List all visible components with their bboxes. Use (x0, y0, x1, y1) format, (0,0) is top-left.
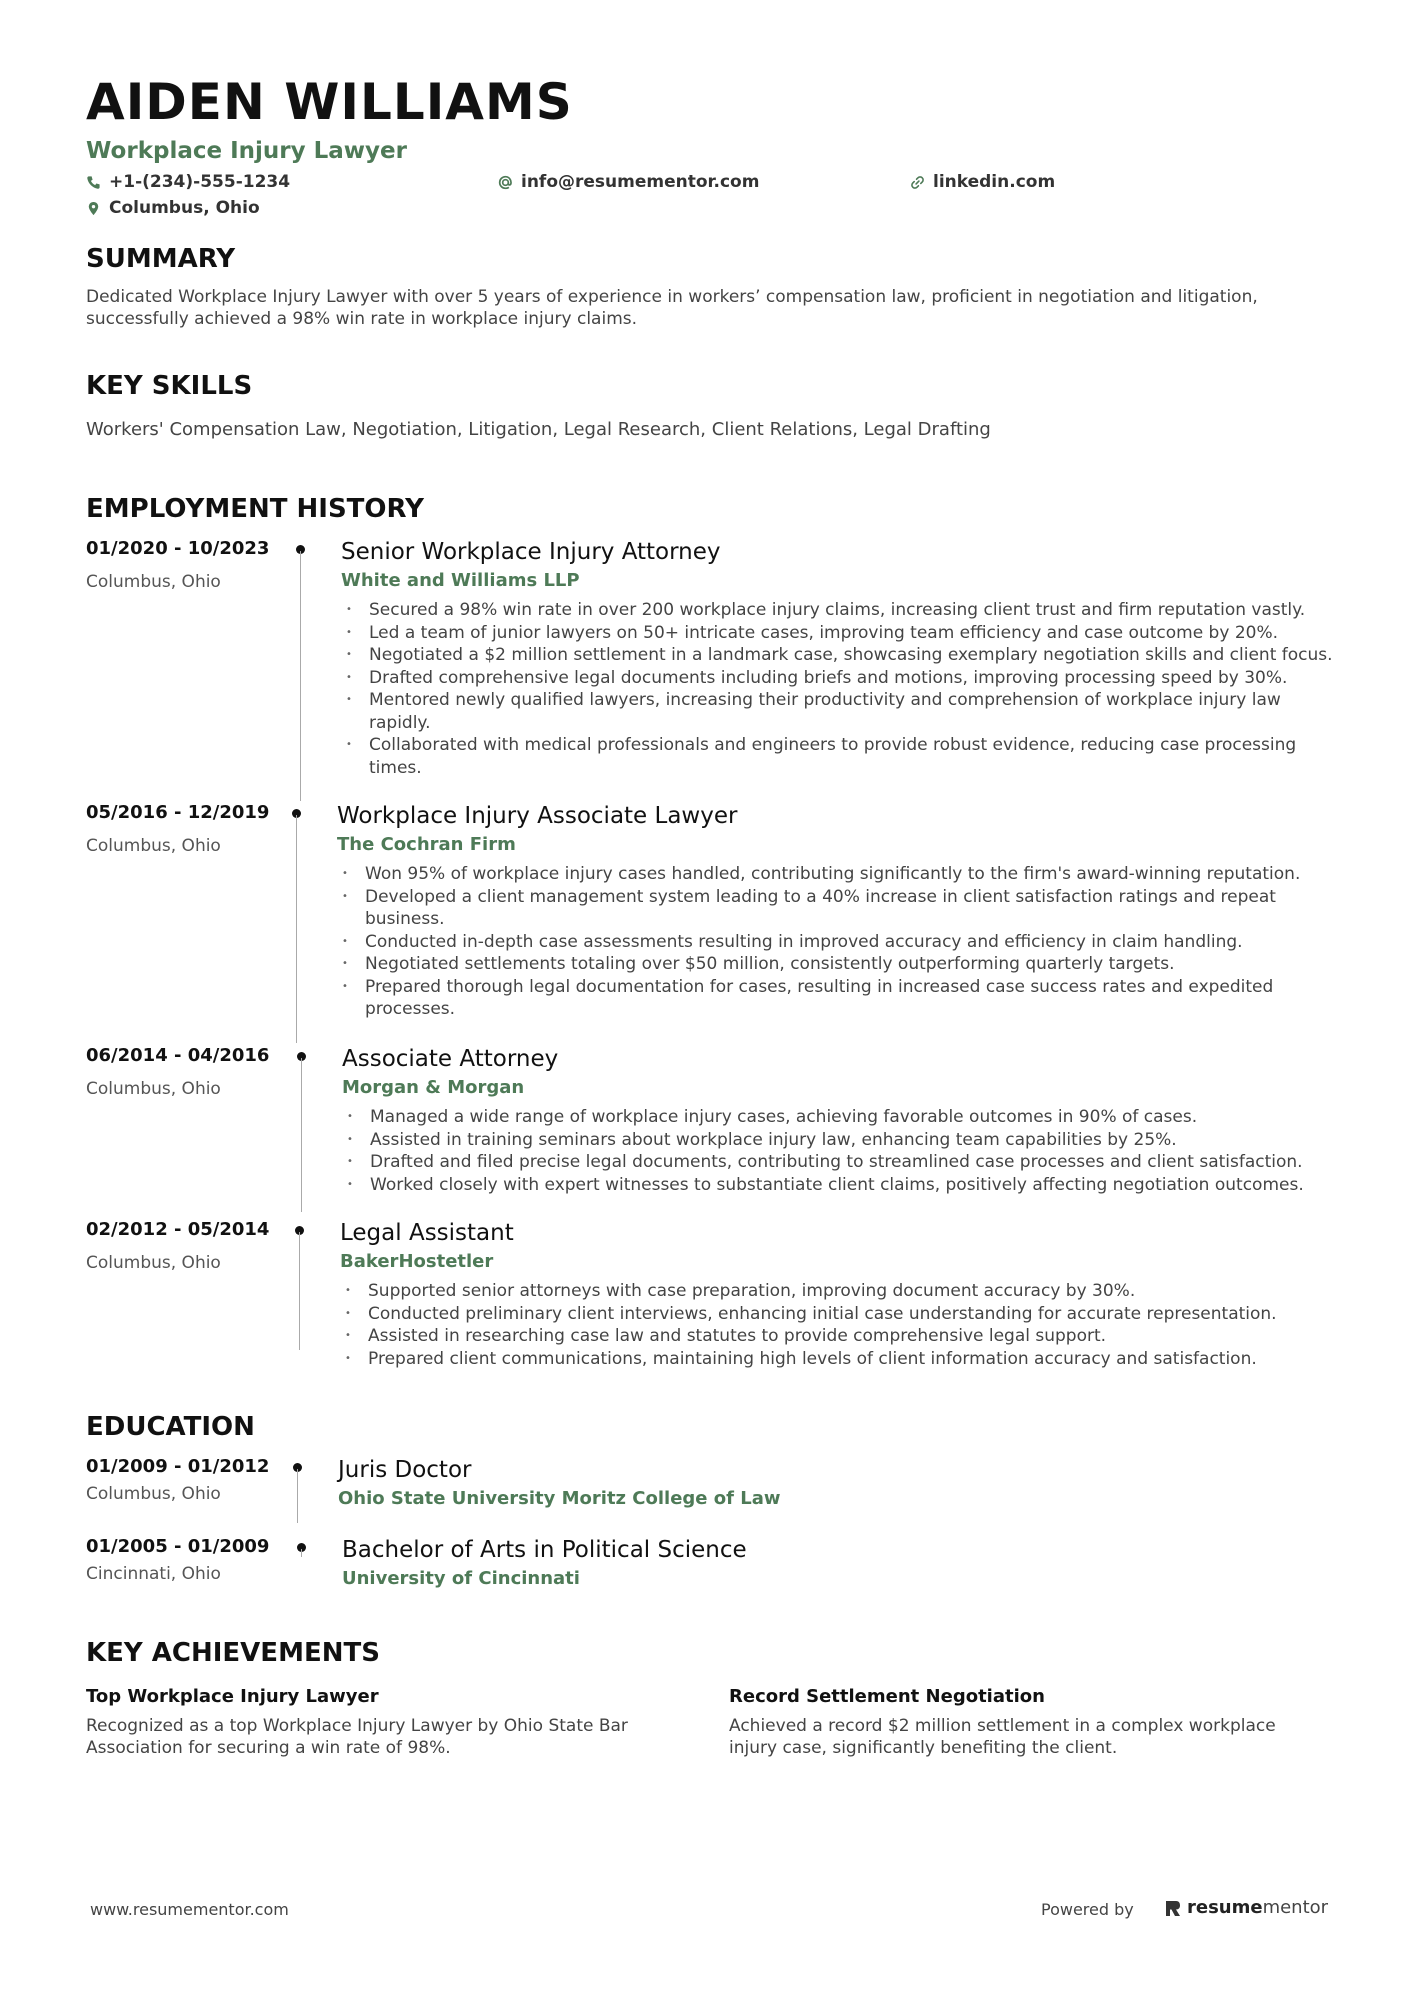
job-bullets (340, 1280, 1340, 1370)
achievements-section (86, 1636, 1336, 1670)
job-bullets (342, 1106, 1342, 1196)
job-location: Columbus, Ohio (86, 1079, 221, 1099)
list-item: • Negotiated a $2 million settlement in a landmark case, showcasing exemplary negotiation skills and client focus. (341, 644, 1341, 667)
job-location: Columbus, Ohio (86, 836, 221, 856)
skills-title: KEY SKILLS (86, 371, 253, 401)
achievement-title: Record Settlement Negotiation (729, 1686, 1045, 1707)
brand-name-bold: resume (1187, 1897, 1263, 1918)
education-dates: 01/2009 - 01/2012 (86, 1456, 270, 1477)
employment-section (86, 492, 1336, 526)
resume-page (86, 70, 1336, 1758)
timeline-line (300, 551, 301, 801)
list-item: • Assisted in researching case law and statutes to provide comprehensive legal support. (340, 1325, 1340, 1348)
email-contact (498, 170, 759, 194)
achievement-text: Achieved a record $2 million settlement in a complex workplace injury case, significantly benefiting the client. (729, 1716, 1276, 1758)
list-item: • Led a team of junior lawyers on 50+ intricate cases, improving team efficiency and case outcome by 20%. (341, 622, 1341, 645)
list-item: • Conducted preliminary client interviews, enhancing initial case understanding for accurate representation. (340, 1303, 1340, 1326)
phone-contact (86, 170, 290, 194)
list-item: • Prepared thorough legal documentation for cases, resulting in increased case success rates and expedited processes. (337, 976, 1337, 1021)
brand-name-light: mentor (1262, 1897, 1329, 1918)
employment-title: EMPLOYMENT HISTORY (86, 494, 424, 524)
powered-by-label: Powered by (1041, 1900, 1134, 1919)
list-item: • Worked closely with expert witnesses to substantiate client claims, positively affecting negotiation outcomes. (342, 1174, 1342, 1197)
job-location: Columbus, Ohio (86, 1253, 221, 1273)
list-item: • Mentored newly qualified lawyers, increasing their productivity and comprehension of workplace injury law rapidly. (341, 689, 1341, 734)
email-link[interactable]: info@resumementor.com (521, 172, 760, 192)
list-item: • Collaborated with medical professionals and engineers to provide robust evidence, reducing case processing times. (341, 734, 1341, 779)
job-entry (86, 1044, 1336, 1204)
job-bullets (341, 599, 1341, 779)
list-item: • Prepared client communications, maintaining high levels of client information accuracy and satisfaction. (340, 1348, 1340, 1371)
brand-logo (1165, 1897, 1328, 1918)
phone-number: +1-(234)-555-1234 (109, 172, 291, 192)
company-name: White and Williams LLP (341, 570, 580, 591)
job-title: Legal Assistant (340, 1220, 514, 1246)
timeline-line (301, 1549, 302, 1557)
job-bullets (337, 863, 1337, 1021)
degree-name: Juris Doctor (338, 1457, 472, 1483)
timeline-line (297, 1469, 298, 1523)
link-icon (910, 175, 925, 190)
at-icon (498, 175, 513, 190)
contact-info (86, 170, 1336, 222)
summary-section (86, 242, 1336, 330)
list-item: • Developed a client management system leading to a 40% increase in client satisfaction ratings and repeat business. (337, 886, 1337, 931)
achievement-item (729, 1685, 1329, 1759)
job-entry (86, 1218, 1336, 1368)
company-name: Morgan & Morgan (342, 1077, 525, 1098)
company-name: BakerHostetler (340, 1251, 494, 1272)
list-item: • Won 95% of workplace injury cases handled, contributing significantly to the firm's award-winning reputation. (337, 863, 1337, 886)
list-item: • Conducted in-depth case assessments resulting in improved accuracy and efficiency in claim handling. (337, 931, 1337, 954)
education-section (86, 1410, 1336, 1444)
education-entry (86, 1455, 1336, 1525)
achievement-text: Recognized as a top Workplace Injury Lawyer by Ohio State Bar Association for securing a win rate of 98%. (86, 1716, 628, 1758)
candidate-role: Workplace Injury Lawyer (86, 138, 407, 164)
skills-section (86, 369, 1336, 441)
education-title: EDUCATION (86, 1412, 255, 1442)
location-pin-icon (86, 201, 101, 216)
linkedin-link[interactable]: linkedin.com (933, 172, 1056, 192)
achievement-item (86, 1685, 666, 1759)
linkedin-contact (910, 170, 1055, 194)
job-location: Columbus, Ohio (86, 572, 221, 592)
job-entry (86, 537, 1336, 787)
skills-text: Workers' Compensation Law, Negotiation, Litigation, Legal Research, Client Relations, Legal Drafting (86, 419, 991, 440)
timeline-line (296, 815, 297, 1043)
job-dates: 02/2012 - 05/2014 (86, 1219, 270, 1240)
list-item: • Negotiated settlements totaling over $50 million, consistently outperforming quarterly targets. (337, 953, 1337, 976)
phone-icon (86, 175, 101, 190)
school-name: University of Cincinnati (342, 1568, 580, 1589)
timeline-line (301, 1058, 302, 1212)
list-item: • Drafted and filed precise legal documents, contributing to streamlined case processes and client satisfaction. (342, 1151, 1342, 1174)
summary-title: SUMMARY (86, 244, 236, 274)
brand-icon (1165, 1899, 1181, 1917)
education-location: Cincinnati, Ohio (86, 1564, 221, 1584)
job-dates: 06/2014 - 04/2016 (86, 1045, 270, 1066)
education-dates: 01/2005 - 01/2009 (86, 1536, 270, 1557)
job-title: Senior Workplace Injury Attorney (341, 539, 721, 565)
job-entry (86, 801, 1336, 1031)
job-dates: 01/2020 - 10/2023 (86, 538, 270, 559)
degree-name: Bachelor of Arts in Political Science (342, 1537, 747, 1563)
list-item: • Secured a 98% win rate in over 200 workplace injury claims, increasing client trust and firm reputation vastly. (341, 599, 1341, 622)
candidate-name: AIDEN WILLIAMS (86, 73, 573, 131)
location-contact (86, 196, 260, 220)
job-title: Associate Attorney (342, 1046, 559, 1072)
school-name: Ohio State University Moritz College of Law (338, 1488, 781, 1509)
list-item: • Managed a wide range of workplace injury cases, achieving favorable outcomes in 90% of cases. (342, 1106, 1342, 1129)
company-name: The Cochran Firm (337, 834, 516, 855)
job-title: Workplace Injury Associate Lawyer (337, 803, 738, 829)
education-entry (86, 1535, 1336, 1605)
achievement-title: Top Workplace Injury Lawyer (86, 1686, 379, 1707)
job-dates: 05/2016 - 12/2019 (86, 802, 270, 823)
list-item: • Assisted in training seminars about workplace injury law, enhancing team capabilities by 25%. (342, 1129, 1342, 1152)
list-item: • Drafted comprehensive legal documents including briefs and motions, improving processing speed by 30%. (341, 667, 1341, 690)
footer-website[interactable]: www.resumementor.com (90, 1900, 289, 1919)
location-text: Columbus, Ohio (109, 198, 260, 218)
achievements-title: KEY ACHIEVEMENTS (86, 1638, 380, 1668)
education-location: Columbus, Ohio (86, 1484, 221, 1504)
timeline-line (299, 1232, 300, 1350)
summary-text: Dedicated Workplace Injury Lawyer with over 5 years of experience in workers’ compensation law, proficient in negotiation and litigation, successfully achieved a 98% win rate in workplace injury claims. (86, 287, 1258, 329)
list-item: • Supported senior attorneys with case preparation, improving document accuracy by 30%. (340, 1280, 1340, 1303)
